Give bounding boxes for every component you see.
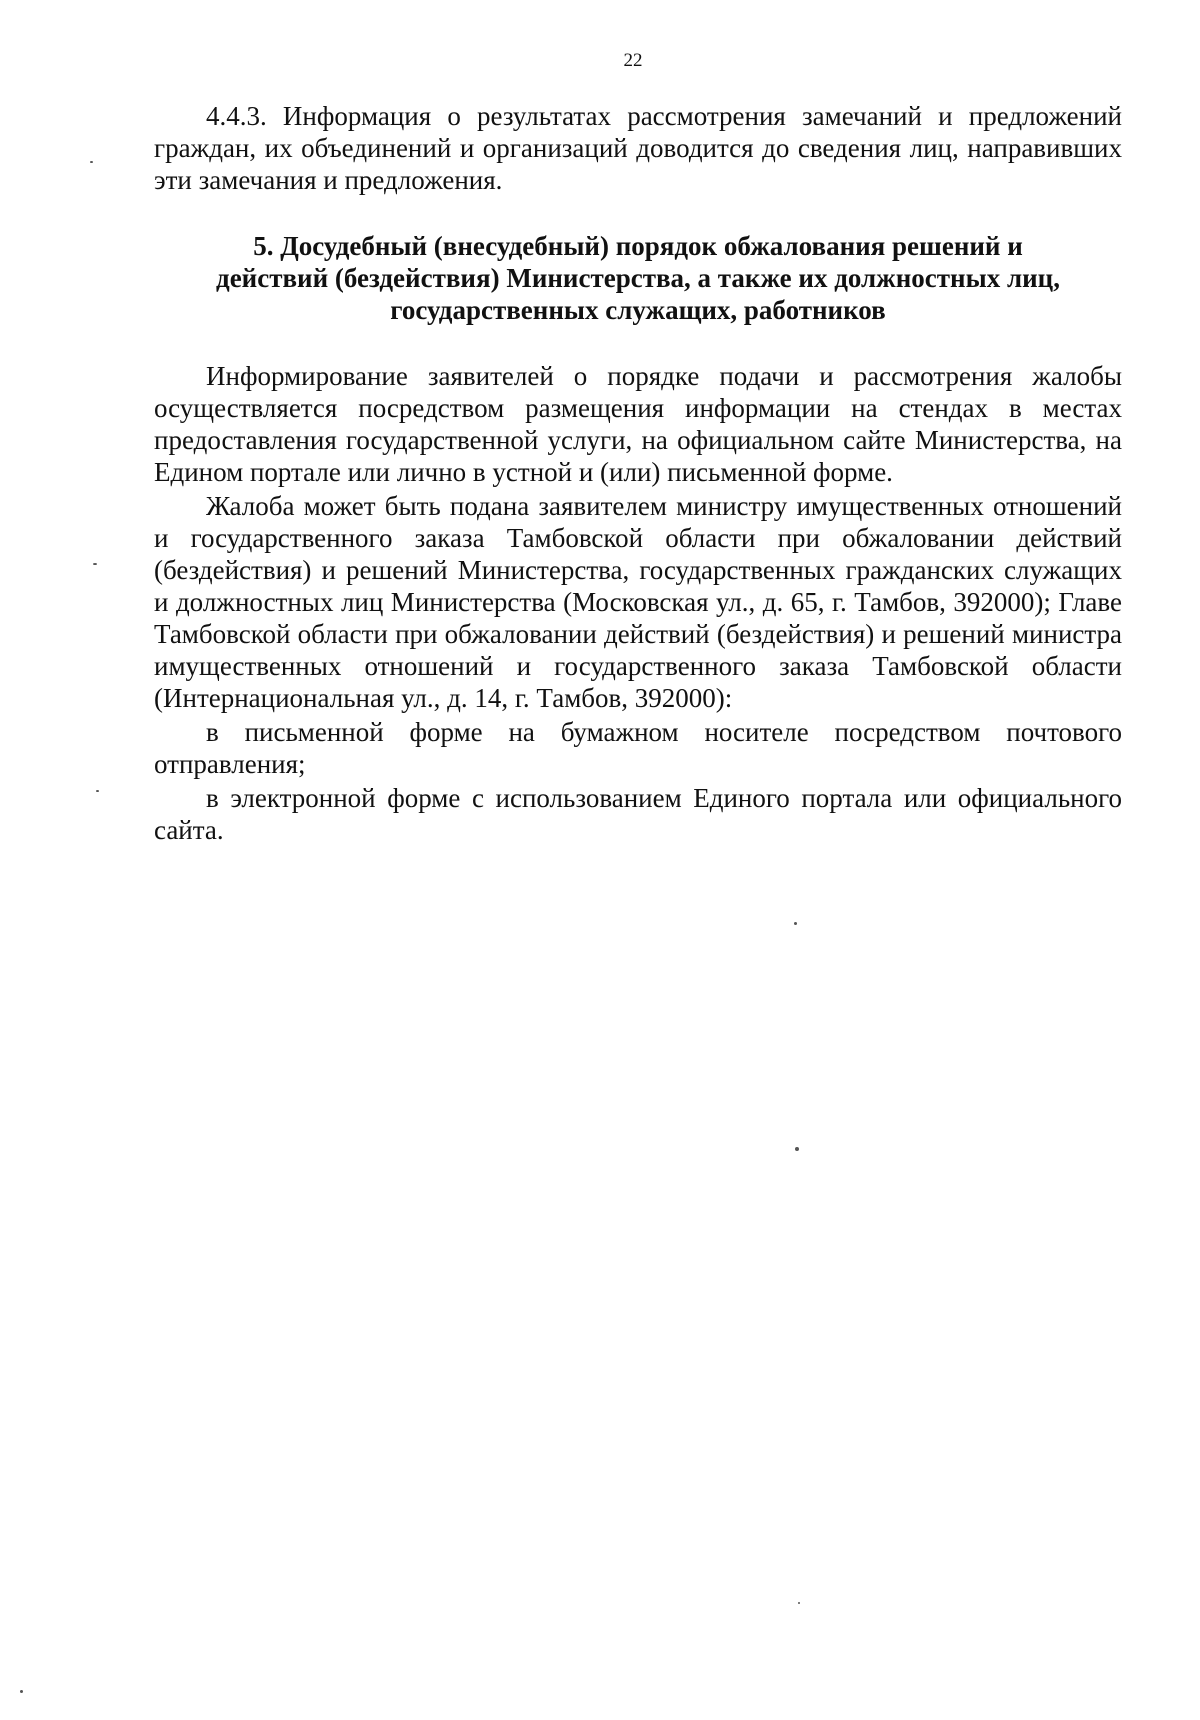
section-heading-line-3: государственных служащих, работников: [390, 295, 886, 325]
section-heading-line-2: действий (бездействия) Министерства, а также их должностных лиц,: [216, 263, 1060, 293]
paragraph-electronic-form: в электронной форме с использованием Единого портала или официального сайта.: [154, 783, 1122, 845]
paragraph-written-form: в письменной форме на бумажном носителе посредством почтового отправления;: [154, 717, 1122, 779]
page-number: 22: [623, 50, 643, 71]
section-heading-line-1: 5. Досудебный (внесудебный) порядок обжалования решений и: [253, 231, 1023, 261]
paragraph-4-4-3: 4.4.3. Информация о результатах рассмотрения замечаний и предложений граждан, их объединений и организаций доводится до сведения лиц, направивших эти замечания и предложения.: [154, 101, 1122, 195]
paragraph-complaint: Жалоба может быть подана заявителем министру имущественных отношений и государственного заказа Тамбовской области при обжаловании действий (бездействия) и решений Министерства, государственных гражданских служащих и должностных лиц Министерства (Московская ул., д. 65, г. Тамбов, 392000); Главе Тамбовской области при обжаловании действий (бездействия) и решений министра имущественных отношений и государственного заказа Тамбовской области (Интернациональная ул., д. 14, г. Тамбов, 392000):: [154, 491, 1122, 713]
scan-speck: [798, 1602, 800, 1604]
scan-speck: [794, 922, 797, 925]
section-5-heading: [154, 230, 1122, 326]
paragraph-informing: Информирование заявителей о порядке подачи и рассмотрения жалобы осуществляется посредством размещения информации на стендах в местах предоставления государственной услуги, на официальном сайте Министерства, на Едином портале или лично в устной и (или) письменной форме.: [154, 361, 1122, 487]
scan-speck: [90, 161, 93, 163]
scan-speck: [795, 1147, 799, 1151]
scan-speck: [96, 790, 99, 792]
scan-speck: [20, 1690, 23, 1693]
scan-speck: [93, 563, 97, 565]
page-content: [154, 100, 1122, 846]
